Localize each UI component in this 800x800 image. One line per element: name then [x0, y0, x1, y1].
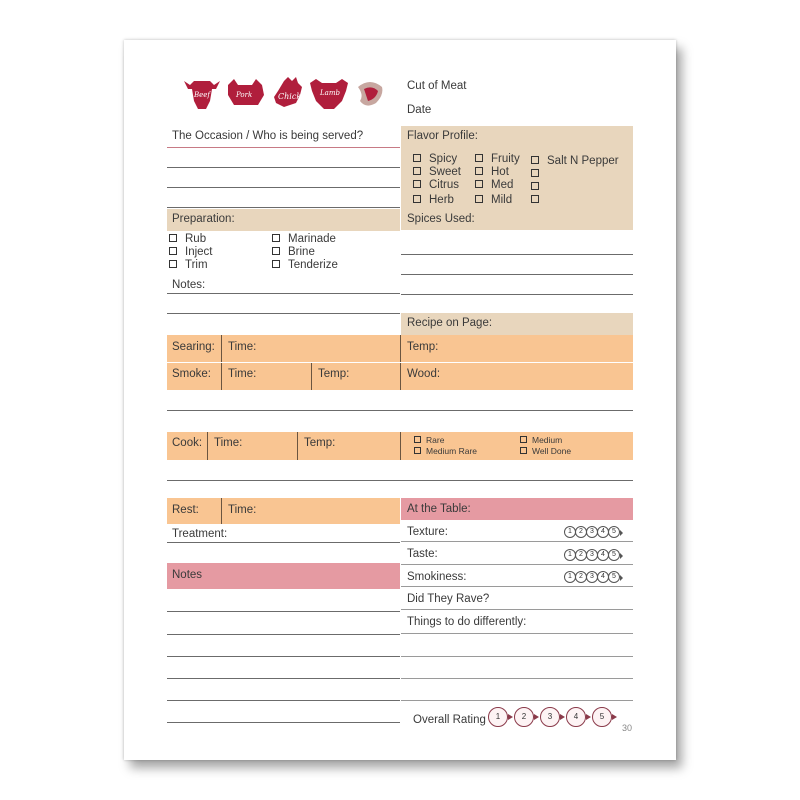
divider — [400, 432, 401, 460]
checkbox-icon[interactable] — [169, 234, 177, 242]
flavor-option[interactable]: Hot — [475, 166, 509, 179]
divider — [221, 335, 222, 362]
meat-logo — [180, 73, 386, 113]
checkbox-icon[interactable] — [272, 247, 280, 255]
prep-option[interactable]: Rub — [169, 233, 206, 246]
prep-notes-line-1[interactable] — [167, 293, 400, 294]
doneness-option[interactable]: Medium — [520, 434, 562, 447]
did-they-rave-label: Did They Rave? — [407, 593, 490, 605]
spices-used-label: Spices Used: — [407, 213, 475, 225]
checkbox-icon[interactable] — [531, 156, 539, 164]
checkbox-icon[interactable] — [413, 154, 421, 162]
treatment-line[interactable] — [167, 542, 400, 543]
rating-circle[interactable]: 2 — [575, 571, 587, 583]
smoke-temp-field[interactable]: Temp: — [318, 368, 350, 380]
flavor-option[interactable]: Herb — [413, 194, 454, 207]
flavor-profile-label: Flavor Profile: — [407, 130, 478, 142]
divider — [207, 432, 208, 460]
rating-circle[interactable]: 1 — [564, 526, 576, 538]
checkbox-icon[interactable] — [520, 447, 527, 454]
overall-rating-circle[interactable]: 3 — [540, 707, 560, 727]
overall-rating-circle[interactable]: 5 — [592, 707, 612, 727]
notes-line[interactable] — [167, 611, 400, 612]
things-line[interactable] — [401, 700, 633, 701]
animal-heads-icon — [180, 73, 386, 113]
checkbox-icon[interactable] — [531, 195, 539, 203]
cook-label: Cook: — [172, 437, 203, 449]
divider — [401, 586, 633, 587]
date-label: Date — [407, 104, 432, 116]
worksheet-page — [124, 40, 676, 760]
smokiness-rating[interactable] — [564, 571, 619, 583]
rating-circle[interactable]: 5 — [608, 526, 620, 538]
flavor-option[interactable]: Fruity — [475, 153, 520, 166]
flavor-option[interactable]: Sweet — [413, 166, 461, 179]
checkbox-icon[interactable] — [169, 247, 177, 255]
things-to-do-label: Things to do differently: — [407, 616, 527, 628]
prep-notes-label: Notes: — [172, 279, 206, 291]
prep-option[interactable]: Trim — [169, 259, 208, 272]
taste-rating[interactable] — [564, 549, 619, 561]
svg-text:Chicken: Chicken — [278, 92, 312, 101]
occasion-label: The Occasion / Who is being served? — [172, 130, 364, 142]
rating-circle[interactable]: 2 — [575, 549, 587, 561]
rating-circle[interactable]: 4 — [597, 549, 609, 561]
occasion-line-2[interactable] — [167, 187, 400, 188]
checkbox-icon[interactable] — [475, 167, 483, 175]
notes-line[interactable] — [167, 700, 400, 701]
divider — [297, 432, 298, 460]
smoke-label: Smoke: — [172, 368, 211, 380]
texture-rating[interactable] — [564, 526, 619, 538]
divider — [400, 335, 401, 362]
divider — [401, 541, 633, 542]
notes-line[interactable] — [167, 656, 400, 657]
divider — [400, 363, 401, 390]
checkbox-icon[interactable] — [520, 436, 527, 443]
doneness-option[interactable]: Well Done — [520, 445, 571, 458]
rating-circle[interactable]: 3 — [586, 549, 598, 561]
things-line[interactable] — [401, 678, 633, 679]
overall-rating[interactable] — [488, 707, 618, 727]
preparation-label: Preparation: — [172, 213, 235, 225]
checkbox-icon[interactable] — [413, 195, 421, 203]
divider — [401, 609, 633, 610]
smoke-notes-line[interactable] — [167, 410, 633, 411]
occasion-underline — [167, 147, 400, 148]
rating-circle[interactable]: 3 — [586, 526, 598, 538]
prep-notes-line-2[interactable] — [167, 313, 400, 314]
svg-text:Pork: Pork — [236, 91, 253, 99]
prep-option[interactable]: Inject — [169, 246, 213, 259]
checkbox-icon[interactable] — [413, 180, 421, 188]
flavor-option[interactable]: Mild — [475, 194, 512, 207]
flavor-option[interactable]: Salt N Pepper — [531, 155, 619, 168]
rating-circle[interactable]: 3 — [586, 571, 598, 583]
occasion-line-3[interactable] — [167, 207, 400, 208]
prep-option[interactable]: Tenderize — [272, 259, 338, 272]
rating-circle[interactable]: 1 — [564, 571, 576, 583]
searing-label: Searing: — [172, 341, 215, 353]
checkbox-icon[interactable] — [531, 169, 539, 177]
spices-line-2[interactable] — [401, 274, 633, 275]
treatment-label: Treatment: — [172, 528, 228, 540]
cook-temp-field[interactable]: Temp: — [304, 437, 336, 449]
flavor-option-blank[interactable] — [531, 181, 547, 194]
divider — [221, 363, 222, 390]
checkbox-icon[interactable] — [414, 436, 421, 443]
rating-circle[interactable]: 5 — [608, 549, 620, 561]
things-line[interactable] — [401, 656, 633, 657]
checkbox-icon[interactable] — [413, 167, 421, 175]
rating-circle[interactable]: 4 — [597, 571, 609, 583]
divider — [311, 363, 312, 390]
at-the-table-label: At the Table: — [407, 503, 471, 515]
overall-rating-label: Overall Rating — [413, 714, 486, 726]
smoke-time-field[interactable]: Time: — [228, 368, 257, 380]
recipe-label: Recipe on Page: — [407, 317, 493, 329]
smokiness-label: Smokiness: — [407, 571, 467, 583]
notes-line[interactable] — [167, 722, 400, 723]
rating-circle[interactable]: 2 — [575, 526, 587, 538]
smoke-wood-field[interactable]: Wood: — [407, 368, 441, 380]
flavor-option-blank[interactable] — [531, 194, 547, 207]
flavor-option[interactable]: Med — [475, 179, 513, 192]
rest-row — [167, 498, 400, 524]
doneness-option[interactable]: Rare — [414, 434, 444, 447]
rest-time-field[interactable]: Time: — [228, 504, 257, 516]
overall-rating-circle[interactable]: 2 — [514, 707, 534, 727]
rating-circle[interactable]: 1 — [564, 549, 576, 561]
things-line[interactable] — [401, 633, 633, 634]
prep-option[interactable]: Marinade — [272, 233, 336, 246]
rest-label: Rest: — [172, 504, 199, 516]
checkbox-icon[interactable] — [475, 154, 483, 162]
notes-label: Notes — [172, 569, 203, 581]
rating-circle[interactable]: 4 — [597, 526, 609, 538]
checkbox-icon[interactable] — [531, 182, 539, 190]
flavor-option[interactable]: Citrus — [413, 179, 459, 192]
spices-line-1[interactable] — [401, 254, 633, 255]
checkbox-icon[interactable] — [272, 260, 280, 268]
occasion-line-1[interactable] — [167, 167, 400, 168]
flavor-option-blank[interactable] — [531, 168, 547, 181]
checkbox-icon[interactable] — [272, 234, 280, 242]
taste-label: Taste: — [407, 548, 438, 560]
page-number: 30 — [622, 723, 633, 733]
cook-time-field[interactable]: Time: — [214, 437, 243, 449]
notes-line[interactable] — [167, 678, 400, 679]
texture-label: Texture: — [407, 526, 448, 538]
checkbox-icon[interactable] — [414, 447, 421, 454]
checkbox-icon[interactable] — [169, 260, 177, 268]
overall-rating-circle[interactable]: 4 — [566, 707, 586, 727]
spices-line-3[interactable] — [401, 294, 633, 295]
checkbox-icon[interactable] — [475, 195, 483, 203]
svg-text:Beef: Beef — [194, 91, 211, 99]
flavor-option[interactable]: Spicy — [413, 153, 457, 166]
cook-notes-line[interactable] — [167, 480, 633, 481]
divider — [221, 498, 222, 524]
searing-time-field[interactable]: Time: — [228, 341, 257, 353]
searing-temp-field[interactable]: Temp: — [407, 341, 439, 353]
doneness-option[interactable]: Medium Rare — [414, 445, 477, 458]
cut-of-meat-label: Cut of Meat — [407, 80, 467, 92]
overall-rating-circle[interactable]: 1 — [488, 707, 508, 727]
prep-option[interactable]: Brine — [272, 246, 315, 259]
notes-line[interactable] — [167, 634, 400, 635]
rating-circle[interactable]: 5 — [608, 571, 620, 583]
checkbox-icon[interactable] — [475, 180, 483, 188]
svg-text:Lamb: Lamb — [320, 89, 340, 97]
divider — [401, 564, 633, 565]
